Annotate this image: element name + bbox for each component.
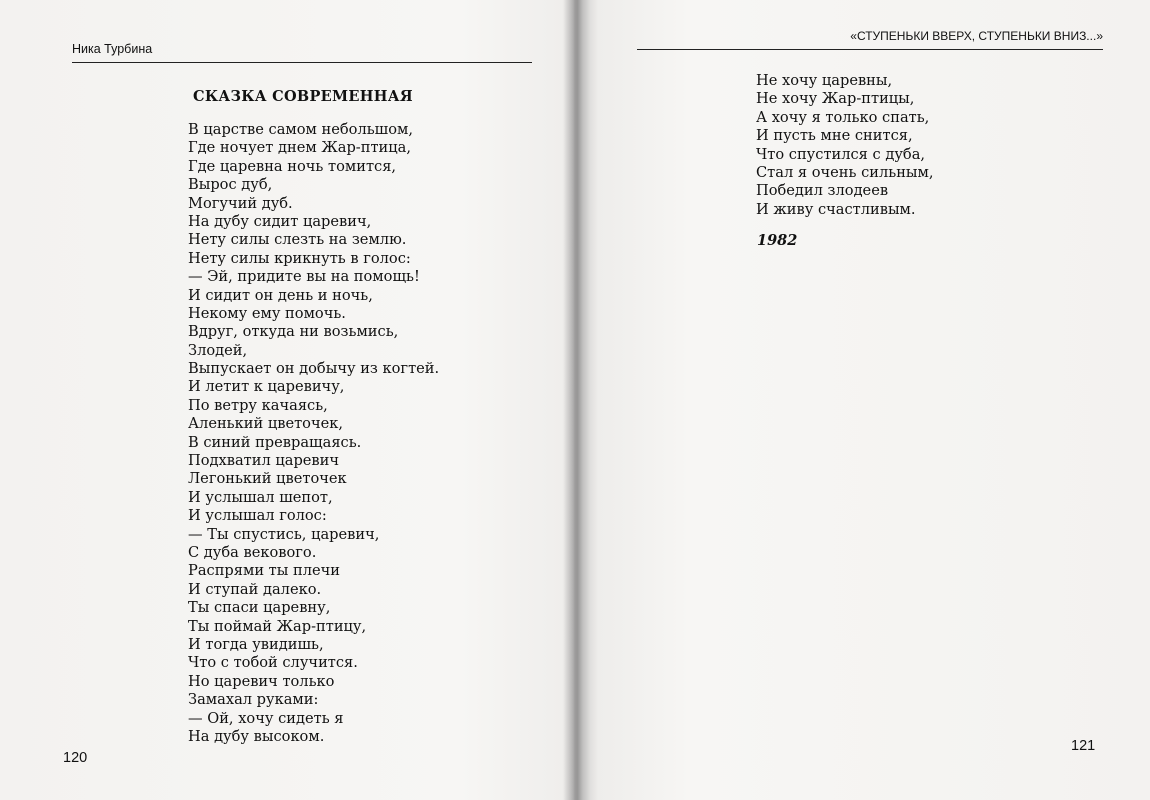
poem-line: Но царевич только [188,672,335,690]
poem-line: Не хочу царевны, [756,72,893,89]
poem-line: Выпускает он добычу из когтей. [188,360,440,378]
poem-line: Нету силы крикнуть в голос: [188,249,411,267]
poem-year: 1982 [757,232,798,249]
poem-line: И пусть мне снится, [756,127,913,145]
page-number-left: 120 [63,750,88,766]
poem-line: Что с тобой случится. [188,654,358,672]
poem-line: Распрями ты плечи [188,562,341,580]
poem-line: Могучий дуб. [188,194,293,212]
poem-line: — Ой, хочу сидеть я [188,709,344,727]
poem-line: Нету силы слезть на землю. [188,231,407,249]
poem-line: Вырос дуб, [188,176,273,194]
poem-line: В синий превращаясь. [188,433,362,451]
poem-line: По ветру качаясь, [188,396,328,414]
running-header-right [637,27,1103,50]
book-spine [562,0,590,800]
poem-line: И услышал голос: [188,507,327,525]
poem-line: Замахал руками: [188,691,319,709]
poem-line: На дубу высоком. [188,727,325,745]
poem-line: Легонький цветочек [188,470,347,488]
poem-line: На дубу сидит царевич, [188,212,372,230]
poem-line: — Эй, придите вы на помощь! [188,268,420,286]
book-section-title: «СТУПЕНЬКИ ВВЕРХ, СТУПЕНЬКИ ВНИЗ...» [850,29,1103,43]
poem-line: И тогда увидишь, [188,635,324,653]
poem-line: Вдруг, откуда ни возьмись, [188,323,399,341]
poem-line: И услышал шепот, [188,488,333,506]
poem-text-right [756,72,934,219]
poem-line: Некому ему помочь. [188,304,346,322]
poem-line: И ступай далеко. [188,580,322,598]
poem-line: И живу счастливым. [756,200,916,218]
running-header-left [72,40,532,63]
poem-line: С дуба векового. [188,543,317,561]
poem-line: Что спустился с дуба, [756,145,926,163]
poem-line: В царстве самом небольшом, [188,121,414,138]
poem-line: А хочу я только спать, [756,108,930,126]
poem-title: СКАЗКА СОВРЕМЕННАЯ [193,88,413,105]
poem-line: Злодей, [188,341,248,359]
poem-line: Не хочу Жар-птицы, [756,90,915,108]
poem-line: Ты спаси царевну, [188,599,331,617]
poem-text-left [188,121,439,746]
poem-line: Где царевна ночь томится, [188,157,397,175]
poem-line: И сидит он день и ночь, [188,286,373,304]
poem-line: Аленький цветочек, [188,415,343,433]
page-number-right: 121 [1071,738,1096,754]
poem-line: И летит к царевичу, [188,378,345,396]
poem-line: Подхватил царевич [188,452,340,470]
poem-line: Ты поймай Жар-птицу, [188,617,367,635]
poem-line: — Ты спустись, царевич, [188,525,380,543]
poem-line: Стал я очень сильным, [756,163,934,181]
author-name: Ника Турбина [72,42,153,56]
poem-line: Победил злодеев [756,182,889,200]
poem-line: Где ночует днем Жар-птица, [188,139,411,157]
